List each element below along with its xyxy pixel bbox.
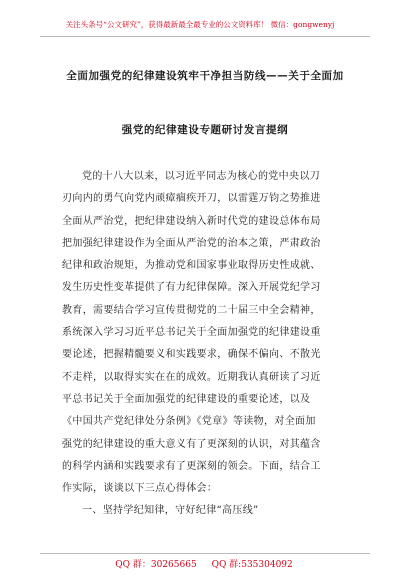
body-text: [62, 166, 346, 523]
body-line: 党的十八大以来，以习近平同志为核心的党中央以刀: [82, 171, 321, 182]
body-line: 作实际，谈谈以下三点心得体会：: [62, 483, 218, 495]
body-line: 发生历史性变革提供了有力纪律保障。深入开展党纪学习: [62, 282, 321, 294]
body-line: 的科学内涵和实践要求有了更深刻的领会。下面，结合工: [62, 460, 321, 472]
title-line-2: 强党的纪律建设专题研讨发言提纲: [121, 124, 289, 136]
body-line: 教育，需要结合学习宣传贯彻党的二十届三中全会精神，: [62, 304, 321, 316]
body-line: 刃向内的勇气向党内顽瘴痼疾开刀，以雷霆万钧之势推进: [62, 193, 321, 205]
header-promo-note: 关注头条号“公文研究”，获得最新最全最专业的公文资料库！ 微信：gongwenyj: [65, 20, 335, 29]
body-line: 把加强纪律建设作为全面从严治党的治本之策，严肃政治: [62, 237, 321, 249]
body-line: 平总书记关于全面加强党的纪律建设的重要论述，以及: [62, 393, 311, 405]
footer-divider: [40, 553, 370, 554]
footer-qq-group-1: QQ 群：30265665: [115, 560, 197, 570]
body-line: 要论述，把握精髓要义和实践要求，确保不偏向、不散光: [62, 349, 321, 361]
footer: [0, 557, 408, 570]
body-line: 不走样，以取得实实在在的成效。近期我认真研读了习近: [62, 371, 321, 383]
body-line: 纪律和政治规矩，为推动党和国家事业取得历史性成就、: [62, 260, 321, 272]
body-line: 《中国共产党纪律处分条例》《党章》等读物，对全面加: [62, 416, 316, 428]
body-line: 全面从严治党，把纪律建设纳入新时代党的建设总体布局: [62, 215, 321, 227]
header-divider: [40, 36, 370, 37]
body-line: 强党的纪律建设的重大意义有了更深刻的认识，对其蕴含: [62, 438, 321, 450]
section-heading: 一、坚持学纪知律，守好纪律“高压线”: [82, 505, 259, 517]
footer-qq-group-2: QQ 群:535304092: [211, 560, 293, 570]
title-line-1: 全面加强党的纪律建设筑牢干净担当防线——关于全面加: [66, 70, 344, 82]
body-line: 系统深入学习习近平总书记关于全面加强党的纪律建设重: [62, 327, 321, 339]
